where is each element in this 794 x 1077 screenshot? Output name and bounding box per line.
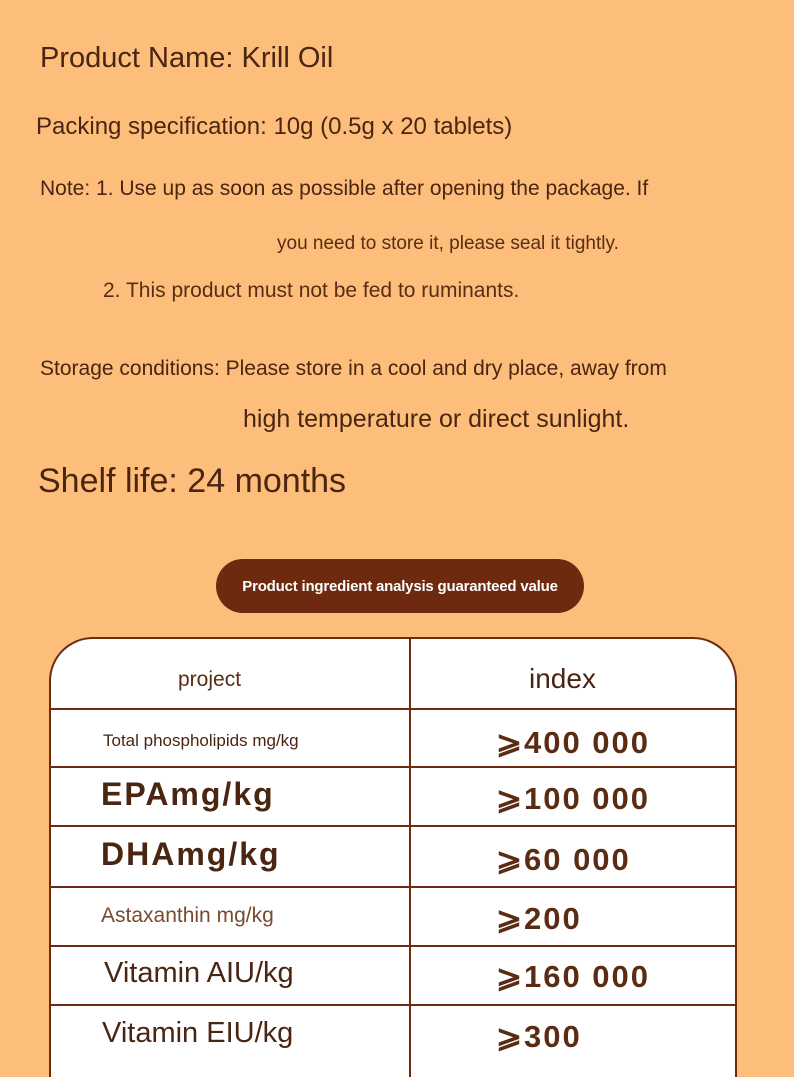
note-line-1: Note: 1. Use up as soon as possible after opening the package. If <box>40 177 649 200</box>
row-divider <box>51 886 735 888</box>
packing-specification: Packing specification: 10g (0.5g x 20 tablets) <box>36 113 513 140</box>
index-cell-total-phospholipids: ⩾400 000 <box>496 725 651 760</box>
row-divider <box>51 766 735 768</box>
index-cell-astaxanthin: ⩾200 <box>496 901 582 936</box>
row-divider <box>51 708 735 710</box>
header-project: project <box>178 668 242 691</box>
index-cell-dha: ⩾60 000 <box>496 842 631 877</box>
analysis-title-badge <box>216 559 584 613</box>
row-divider <box>51 825 735 827</box>
project-cell-total-phospholipids: Total phospholipids mg/kg <box>103 731 299 750</box>
storage-conditions-line-1: Storage conditions: Please store in a cool and dry place, away from <box>40 357 667 380</box>
product-name: Product Name: Krill Oil <box>40 42 334 74</box>
project-cell-epa: EPAmg/kg <box>101 776 275 812</box>
project-cell-vitamin-e: Vitamin EIU/kg <box>102 1017 294 1049</box>
note-line-2: you need to store it, please seal it tightly. <box>277 233 619 254</box>
row-divider <box>51 945 735 947</box>
index-cell-vitamin-a: ⩾160 000 <box>496 959 651 994</box>
column-divider <box>409 639 411 1077</box>
analysis-title: Product ingredient analysis guaranteed value <box>242 577 558 595</box>
index-cell-vitamin-e: ⩾300 <box>496 1019 582 1054</box>
shelf-life: Shelf life: 24 months <box>38 462 347 500</box>
storage-conditions-line-2: high temperature or direct sunlight. <box>243 405 630 433</box>
project-cell-astaxanthin: Astaxanthin mg/kg <box>101 904 274 927</box>
index-cell-epa: ⩾100 000 <box>496 781 651 816</box>
project-cell-dha: DHAmg/kg <box>101 836 281 872</box>
row-divider <box>51 1004 735 1006</box>
note-line-3: 2. This product must not be fed to ruminants. <box>103 279 520 302</box>
header-index: index <box>529 663 596 694</box>
project-cell-vitamin-a: Vitamin AIU/kg <box>104 957 294 989</box>
analysis-table <box>49 637 737 1077</box>
